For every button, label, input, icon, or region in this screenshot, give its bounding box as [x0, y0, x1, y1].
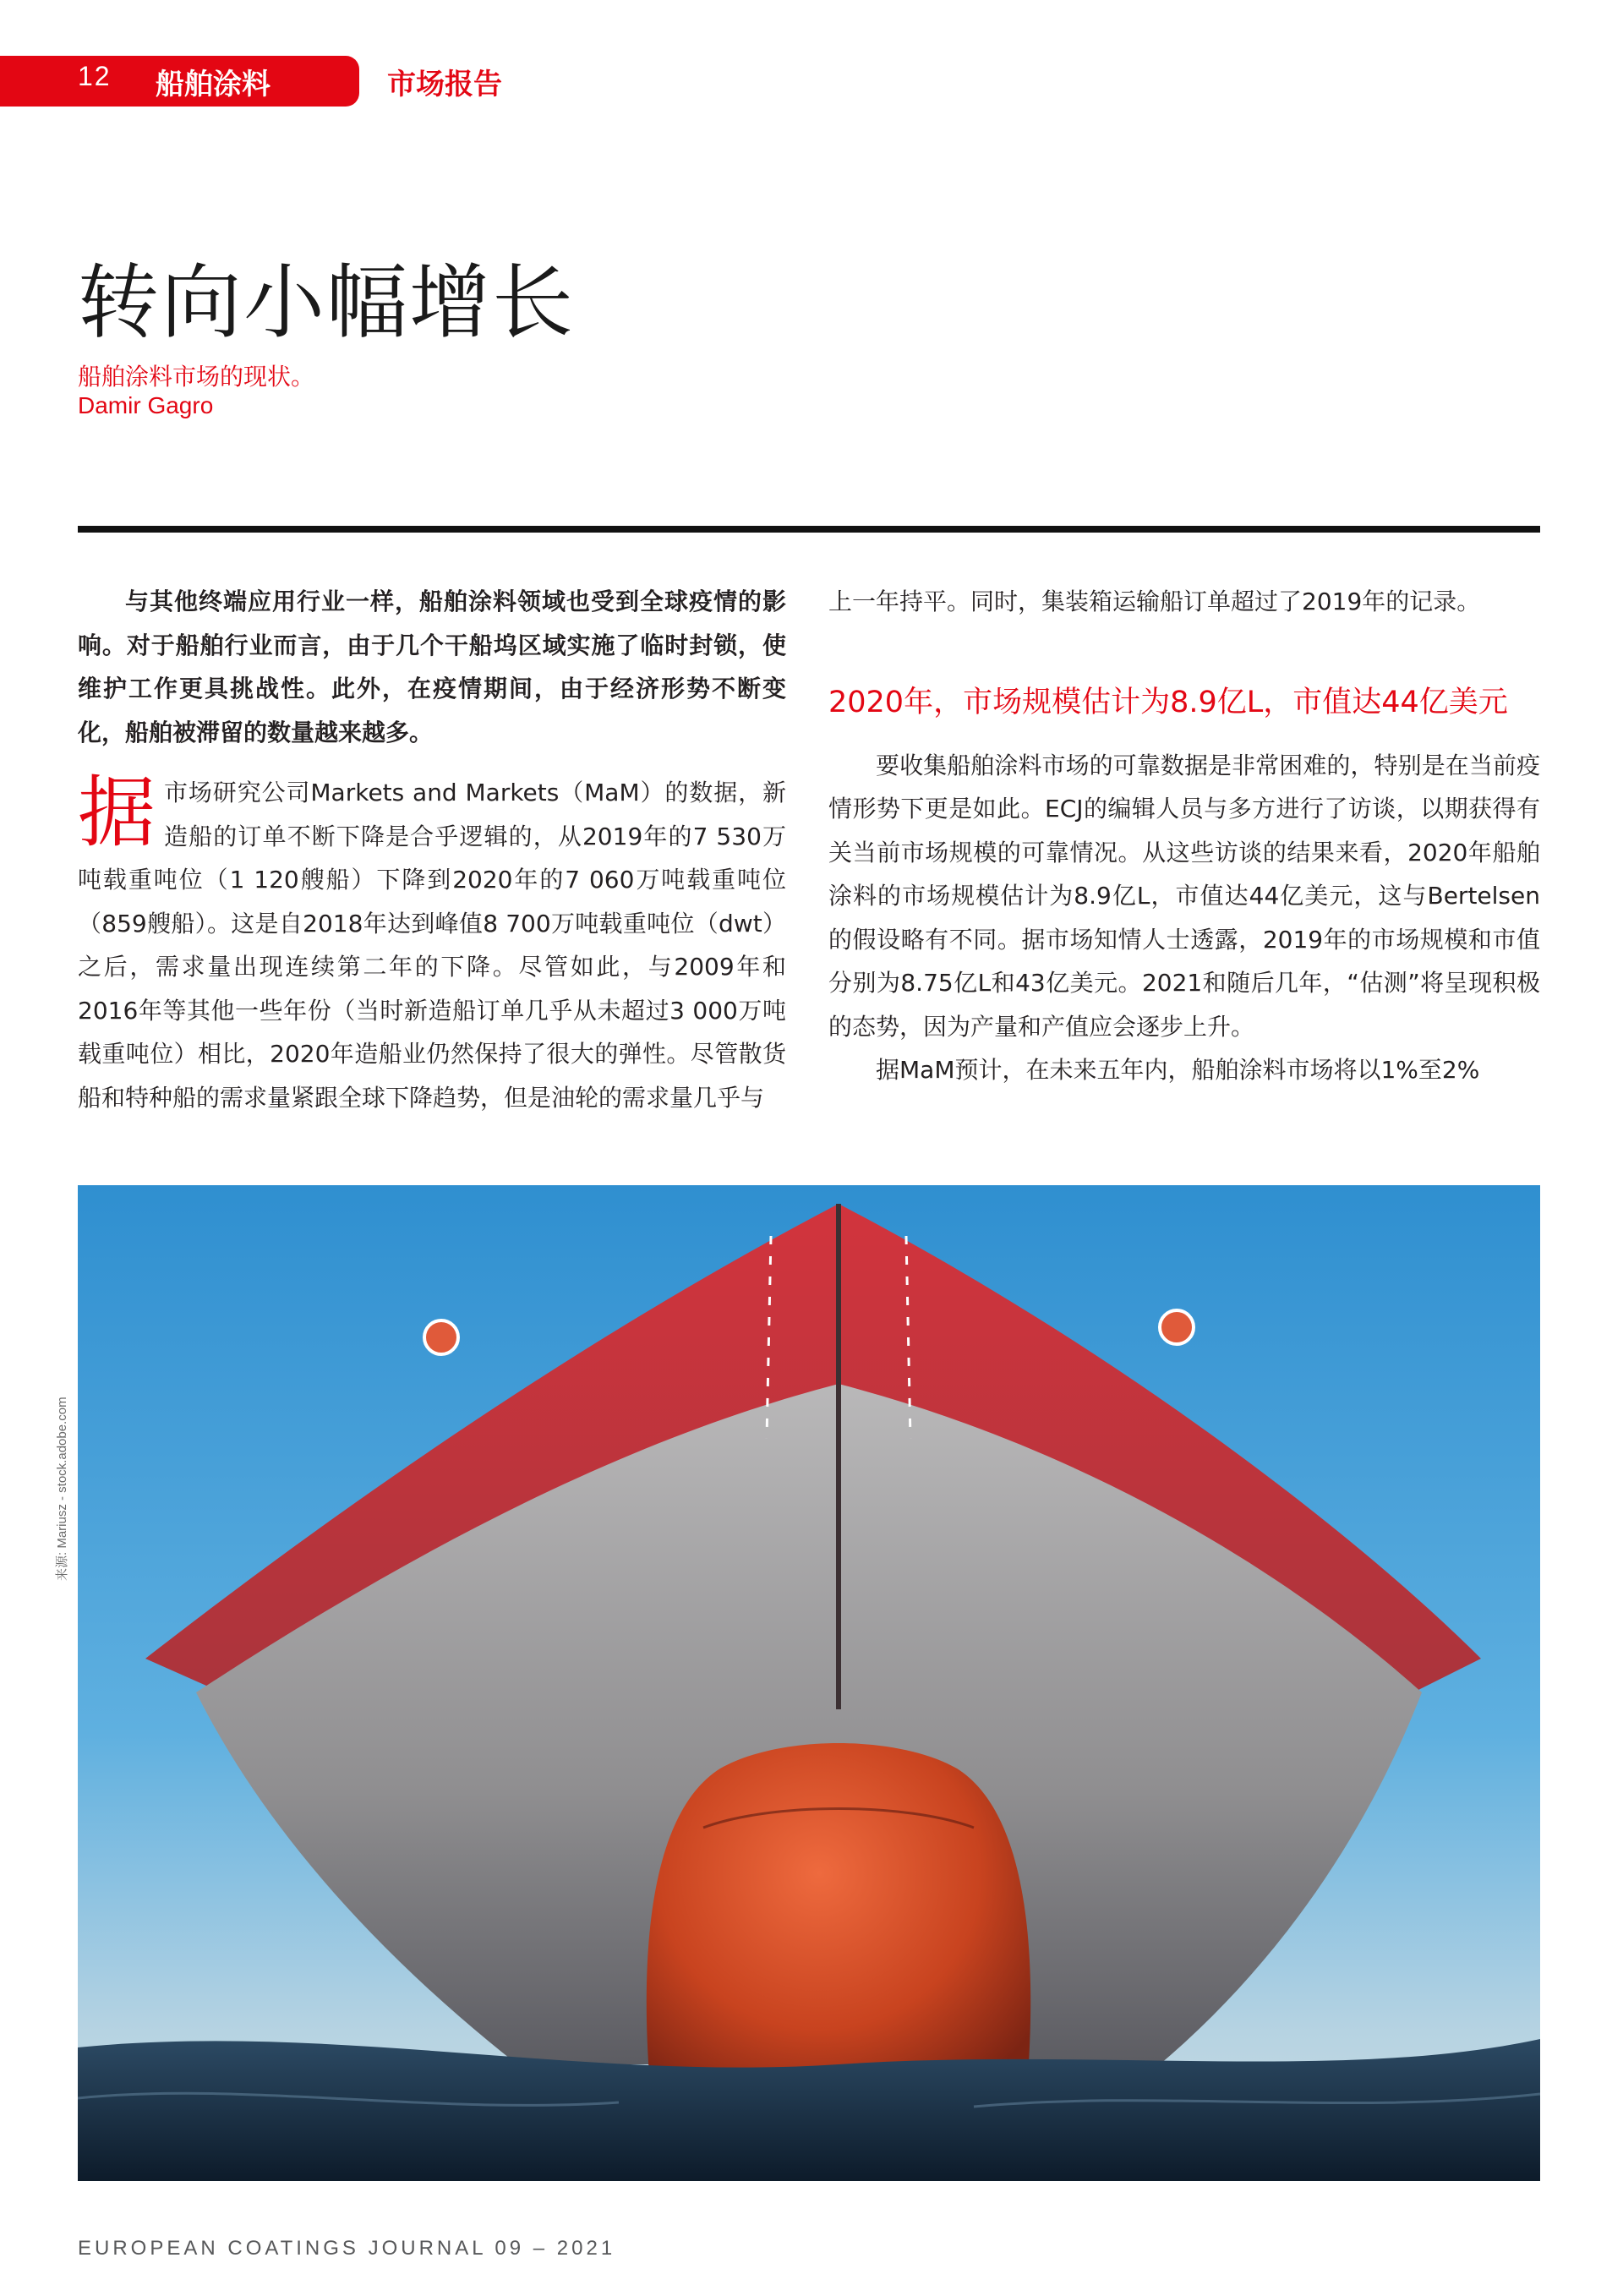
page-number: 12 — [78, 61, 112, 91]
drop-cap: 据 — [78, 768, 156, 858]
ship-bow-illustration — [78, 1185, 1540, 2181]
body-paragraph-1-text: 市场研究公司Markets and Markets（MaM）的数据，新造船的订单不断下降是合乎逻辑的，从2019年的7 530万吨载重吨位（1 120艘船）下降到2020年的7 060万吨载重吨位（859艘船）。这是自2018年达到峰值8 700万吨载重吨位（dwt）之后，需求量出现连续第二年的下降。尽管如此，与2009年和2016年等其他一些年份（当时新造船订单几乎从未超过3 000万吨载重吨位）相比，2020年造船业仍然保持了很大的弹性。尽管散货船和特种船的需求量紧跟全球下降趋势，但是油轮的需求量几乎与 — [78, 779, 786, 1112]
body-paragraph-2: 要收集船舶涂料市场的可靠数据是非常困难的，特别是在当前疫情形势下更是如此。ECJ的编辑人员与多方进行了访谈，以期获得有关当前市场规模的可靠情况。从这些访谈的结果来看，2020年船舶涂料的市场规模估计为8.9亿L，市值达44亿美元，这与Bertelsen的假设略有不同。据市场知情人士透露，2019年的市场规模和市值分别为8.75亿L和43亿美元。2021和随后几年，“估测”将呈现积极的态势，因为产量和产值应会逐步上升。 — [828, 751, 1540, 1041]
article-subtitle: 船舶涂料市场的现状。 — [78, 363, 315, 391]
body-paragraph-3: 据MaM预计，在未来五年内，船舶涂料市场将以1%至2% — [876, 1056, 1480, 1084]
photo-credit-text: 来源: Mariusz - stock.adobe.com — [55, 1397, 69, 1581]
left-column — [78, 580, 786, 1119]
article-author: Damir Gagro — [78, 392, 214, 418]
section-label: 船舶涂料 — [156, 68, 270, 101]
article-title: 转向小幅增长 — [78, 255, 575, 350]
ship-bow-photo — [78, 1185, 1540, 2181]
photo-credit — [52, 1327, 73, 1581]
journal-footer: EUROPEAN COATINGS JOURNAL 09 – 2021 — [78, 2237, 616, 2260]
section-subheading: 2020年，市场规模估计为8.9亿L，市值达44亿美元 — [828, 685, 1508, 719]
right-column — [828, 580, 1540, 1092]
title-divider — [78, 526, 1540, 533]
category-label: 市场报告 — [387, 68, 502, 101]
body-paragraph-1-continued: 上一年持平。同时，集装箱运输船订单超过了2019年的记录。 — [828, 588, 1481, 615]
lead-paragraph: 与其他终端应用行业一样，船舶涂料领域也受到全球疫情的影响。对于船舶行业而言，由于几个干船坞区域实施了临时封锁，使维护工作更具挑战性。此外，在疫情期间，由于经济形势不断变化，船舶被滞留的数量越来越多。 — [78, 588, 786, 746]
body-paragraph-1 — [78, 768, 786, 1119]
